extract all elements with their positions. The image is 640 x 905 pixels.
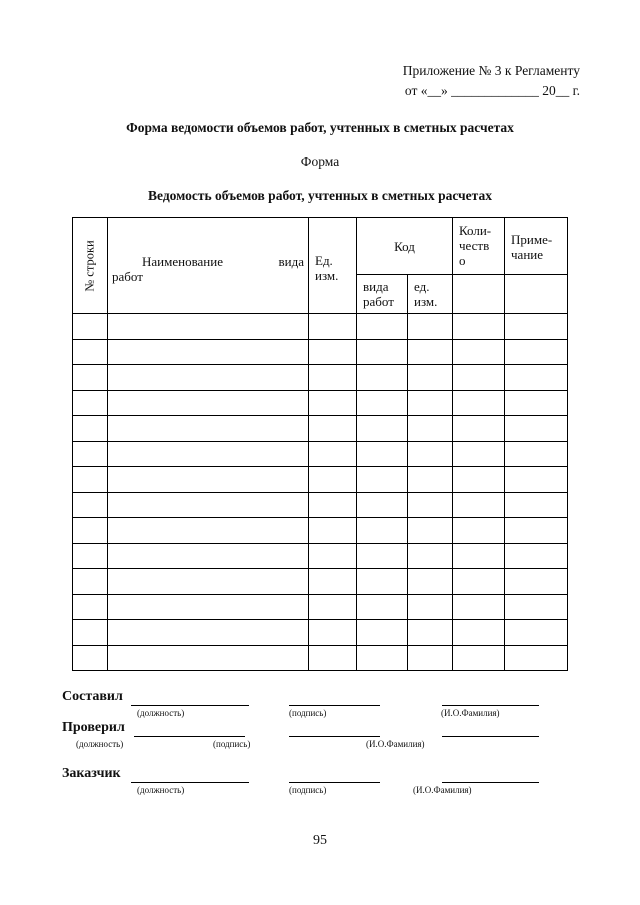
table-row <box>73 492 568 518</box>
table-cell[interactable] <box>357 339 408 365</box>
table-cell[interactable] <box>505 467 568 493</box>
customer-name-caption: (И.О.Фамилия) <box>413 785 472 795</box>
table-cell[interactable] <box>309 569 357 595</box>
table-cell[interactable] <box>453 416 505 442</box>
table-row <box>73 441 568 467</box>
checked-signature-line[interactable] <box>289 736 380 737</box>
customer-label: Заказчик <box>62 766 121 781</box>
header-code-unit: ед. изм. <box>408 275 453 314</box>
table-cell[interactable] <box>309 543 357 569</box>
header-work-name: Наименование вида работ <box>108 218 309 314</box>
table-cell[interactable] <box>108 314 309 340</box>
table-cell[interactable] <box>357 492 408 518</box>
table-cell[interactable] <box>73 543 108 569</box>
table-cell[interactable] <box>453 594 505 620</box>
header-quantity: Коли- честв о <box>453 218 505 275</box>
table-cell[interactable] <box>73 467 108 493</box>
table-cell[interactable] <box>453 620 505 646</box>
customer-position-caption: (должность) <box>137 785 185 795</box>
checked-name-caption: (И.О.Фамилия) <box>366 739 425 749</box>
compiled-name-line[interactable] <box>442 705 539 706</box>
table-cell[interactable] <box>357 441 408 467</box>
table-cell[interactable] <box>453 492 505 518</box>
table-cell[interactable] <box>309 390 357 416</box>
table-cell[interactable] <box>73 390 108 416</box>
table-cell[interactable] <box>108 339 309 365</box>
checked-position-caption: (должность) <box>76 739 124 749</box>
table-cell[interactable] <box>357 314 408 340</box>
table-cell[interactable] <box>108 390 309 416</box>
table-cell[interactable] <box>357 390 408 416</box>
table-row <box>73 314 568 340</box>
table-cell[interactable] <box>505 518 568 544</box>
table-cell[interactable] <box>357 416 408 442</box>
header-quantity-sub <box>453 275 505 314</box>
table-cell[interactable] <box>408 441 453 467</box>
table-cell[interactable] <box>505 492 568 518</box>
table-cell[interactable] <box>108 416 309 442</box>
table-cell[interactable] <box>309 339 357 365</box>
volumes-table <box>72 217 568 671</box>
header-code-work: вида работ <box>357 275 408 314</box>
table-cell[interactable] <box>309 492 357 518</box>
appendix-ref: Приложение № 3 к Регламенту <box>402 63 580 78</box>
table-cell[interactable] <box>408 416 453 442</box>
checked-signature-caption: (подпись) <box>213 739 251 749</box>
checked-name-line[interactable] <box>442 736 539 737</box>
table-cell[interactable] <box>453 467 505 493</box>
table-cell[interactable] <box>408 518 453 544</box>
table-cell[interactable] <box>453 441 505 467</box>
table-cell[interactable] <box>357 645 408 671</box>
table-cell[interactable] <box>108 365 309 391</box>
table-row <box>73 594 568 620</box>
table-cell[interactable] <box>73 492 108 518</box>
table-row <box>73 416 568 442</box>
table-cell[interactable] <box>453 543 505 569</box>
table-cell[interactable] <box>73 518 108 544</box>
table-row <box>73 518 568 544</box>
table-row <box>73 645 568 671</box>
table-cell[interactable] <box>73 339 108 365</box>
table-cell[interactable] <box>73 620 108 646</box>
table-cell[interactable] <box>505 390 568 416</box>
table-cell[interactable] <box>453 339 505 365</box>
table-cell[interactable] <box>453 518 505 544</box>
table-cell[interactable] <box>357 543 408 569</box>
table-row <box>73 467 568 493</box>
table-cell[interactable] <box>408 365 453 391</box>
table-cell[interactable] <box>505 645 568 671</box>
table-cell[interactable] <box>408 390 453 416</box>
checked-position-line[interactable] <box>134 736 245 737</box>
table-cell[interactable] <box>309 620 357 646</box>
compiled-signature-caption: (подпись) <box>289 708 327 718</box>
table-row <box>73 390 568 416</box>
table-cell[interactable] <box>108 518 309 544</box>
customer-position-line[interactable] <box>131 782 249 783</box>
date-line: от «__» _____________ 20__ г. <box>404 83 580 98</box>
table-cell[interactable] <box>453 645 505 671</box>
table-row <box>73 365 568 391</box>
table-row <box>73 339 568 365</box>
table-row <box>73 620 568 646</box>
table-cell[interactable] <box>108 645 309 671</box>
form-label: Форма <box>300 154 340 169</box>
header-unit: Ед. изм. <box>309 218 357 314</box>
table-cell[interactable] <box>453 314 505 340</box>
table-title: Ведомость объемов работ, учтенных в сметных расчетах <box>148 188 492 203</box>
customer-signature-line[interactable] <box>289 782 380 783</box>
table-cell[interactable] <box>73 314 108 340</box>
table-cell[interactable] <box>408 314 453 340</box>
compiled-signature-line[interactable] <box>289 705 380 706</box>
table-cell[interactable] <box>108 620 309 646</box>
table-cell[interactable] <box>309 365 357 391</box>
table-cell[interactable] <box>408 467 453 493</box>
table-row <box>73 543 568 569</box>
table-cell[interactable] <box>73 416 108 442</box>
page-number: 95 <box>313 833 327 848</box>
customer-name-line[interactable] <box>442 782 539 783</box>
table-cell[interactable] <box>453 569 505 595</box>
table-cell[interactable] <box>408 645 453 671</box>
table-cell[interactable] <box>357 518 408 544</box>
table-cell[interactable] <box>408 594 453 620</box>
table-row <box>73 569 568 595</box>
table-cell[interactable] <box>505 365 568 391</box>
table-cell[interactable] <box>357 365 408 391</box>
table-cell[interactable] <box>309 441 357 467</box>
table-cell[interactable] <box>505 569 568 595</box>
table-cell[interactable] <box>73 645 108 671</box>
table-cell[interactable] <box>453 365 505 391</box>
table-cell[interactable] <box>73 594 108 620</box>
document-title: Форма ведомости объемов работ, учтенных в сметных расчетах <box>126 120 514 135</box>
header-row-no: № строки <box>73 218 108 314</box>
table-cell[interactable] <box>108 467 309 493</box>
table-cell[interactable] <box>108 569 309 595</box>
table-cell[interactable] <box>108 594 309 620</box>
table-cell[interactable] <box>505 620 568 646</box>
table-cell[interactable] <box>408 543 453 569</box>
table-cell[interactable] <box>357 569 408 595</box>
table-cell[interactable] <box>505 416 568 442</box>
table-cell[interactable] <box>309 314 357 340</box>
table-cell[interactable] <box>309 645 357 671</box>
table-cell[interactable] <box>505 339 568 365</box>
checked-label: Проверил <box>62 720 125 735</box>
table-cell[interactable] <box>309 416 357 442</box>
header-note-sub <box>505 275 568 314</box>
table-cell[interactable] <box>357 467 408 493</box>
table-cell[interactable] <box>505 441 568 467</box>
table-cell[interactable] <box>505 594 568 620</box>
table-cell[interactable] <box>309 594 357 620</box>
table-cell[interactable] <box>408 569 453 595</box>
table-cell[interactable] <box>408 620 453 646</box>
header-note: Приме- чание <box>505 218 568 275</box>
table-cell[interactable] <box>108 543 309 569</box>
table-cell[interactable] <box>408 492 453 518</box>
compiled-name-caption: (И.О.Фамилия) <box>441 708 500 718</box>
table-cell[interactable] <box>357 594 408 620</box>
table-cell[interactable] <box>108 441 309 467</box>
customer-signature-caption: (подпись) <box>289 785 327 795</box>
table-cell[interactable] <box>108 492 309 518</box>
table-cell[interactable] <box>73 569 108 595</box>
table-cell[interactable] <box>309 518 357 544</box>
table-cell[interactable] <box>357 620 408 646</box>
table-cell[interactable] <box>73 441 108 467</box>
table-cell[interactable] <box>309 467 357 493</box>
table-cell[interactable] <box>453 390 505 416</box>
table-cell[interactable] <box>73 365 108 391</box>
table-cell[interactable] <box>505 314 568 340</box>
compiled-position-caption: (должность) <box>137 708 185 718</box>
table-cell[interactable] <box>408 339 453 365</box>
table-cell[interactable] <box>505 543 568 569</box>
compiled-label: Составил <box>62 689 123 704</box>
header-code: Код <box>357 218 453 275</box>
compiled-position-line[interactable] <box>131 705 249 706</box>
